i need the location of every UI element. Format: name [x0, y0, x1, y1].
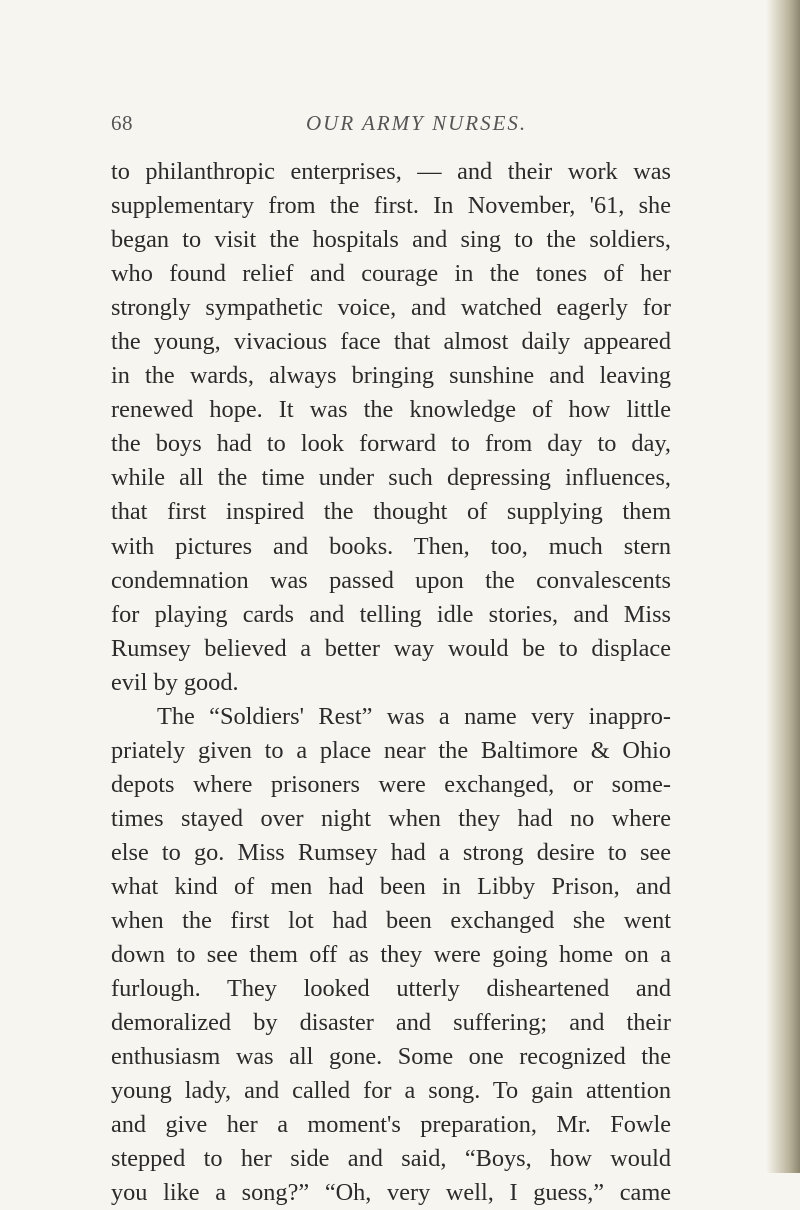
text-line: else to go. Miss Rumsey had a strong desire to see	[111, 838, 671, 866]
text-line: furlough. They looked utterly disheartened and	[111, 975, 671, 1003]
text-line: for playing cards and telling idle stories, and Miss	[111, 600, 671, 628]
text-line: you like a song?” “Oh, very well, I guess,” came	[111, 1179, 671, 1207]
text-line: when the first lot had been exchanged she went	[111, 907, 671, 935]
text-line: enthusiasm was all gone. Some one recognized the	[111, 1043, 671, 1071]
text-line: that first inspired the thought of supplying them	[111, 498, 671, 526]
text-line: evil by good.	[111, 668, 239, 696]
text-line: condemnation was passed upon the convalescents	[111, 566, 671, 594]
text-line: while all the time under such depressing influences,	[111, 464, 671, 492]
running-title: OUR ARMY NURSES.	[306, 111, 528, 135]
page-header	[111, 111, 671, 141]
page-edge-shadow	[766, 0, 800, 1173]
text-line: began to visit the hospitals and sing to the soldiers,	[111, 226, 671, 254]
text-line: renewed hope. It was the knowledge of how little	[111, 396, 671, 424]
text-line: the young, vivacious face that almost daily appeared	[111, 328, 671, 356]
text-line: who found relief and courage in the tones of her	[111, 260, 671, 288]
text-line: Rumsey believed a better way would be to displace	[111, 634, 671, 662]
text-line: with pictures and books. Then, too, much stern	[111, 532, 671, 560]
text-line: young lady, and called for a song. To gain attention	[111, 1077, 671, 1105]
text-line: and give her a moment's preparation, Mr. Fowle	[111, 1111, 671, 1139]
page-number: 68	[111, 111, 133, 135]
text-line: times stayed over night when they had no where	[111, 804, 671, 832]
text-line: depots where prisoners were exchanged, or some-	[111, 770, 671, 798]
text-line: priately given to a place near the Baltimore & Ohio	[111, 736, 671, 764]
text-line: to philanthropic enterprises, — and their work was	[111, 158, 671, 185]
text-line: in the wards, always bringing sunshine and leaving	[111, 362, 671, 390]
text-line: demoralized by disaster and suffering; and their	[111, 1009, 671, 1037]
text-line: stepped to her side and said, “Boys, how would	[111, 1145, 671, 1173]
text-line: what kind of men had been in Libby Prison, and	[111, 872, 671, 900]
text-line: strongly sympathetic voice, and watched eagerly for	[111, 294, 671, 322]
body-text	[111, 155, 671, 1210]
text-line: the boys had to look forward to from day to day,	[111, 430, 671, 458]
text-line: down to see them off as they were going home on a	[111, 941, 671, 969]
text-line: The “Soldiers' Rest” was a name very inappro-	[157, 702, 671, 730]
text-line: supplementary from the first. In November, '61, she	[111, 192, 671, 220]
